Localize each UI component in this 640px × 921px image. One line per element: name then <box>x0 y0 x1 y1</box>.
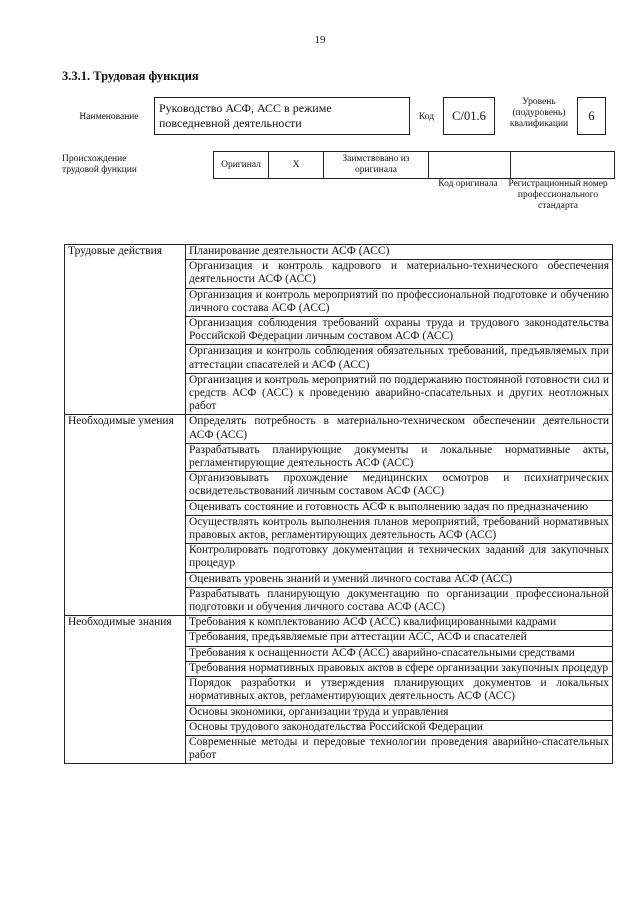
section-item: Основы трудового законодательства Российской Федерации <box>186 720 613 735</box>
section-item: Разрабатывать планирующую документацию по организации профессиональной подготовки и обучения личного состава АСФ (АСС) <box>186 587 613 615</box>
original-label-cell <box>214 152 269 179</box>
table-row <box>65 245 613 260</box>
code-original-cell <box>429 152 511 179</box>
section-item: Организация соблюдения требований охраны труда и трудового законодательства Российской Федерации личным составом АСФ (АСС) <box>186 317 613 345</box>
reg-number-label: Регистрационный номер профессионального стандарта <box>508 179 608 211</box>
section-item: Разрабатывать планирующие документы и локальные нормативные акты, регламентирующие деятельность АСФ (АСС) <box>186 443 613 471</box>
level-label: Уровень (подуровень) квалификации <box>509 97 569 129</box>
section-item: Современные методы и передовые технологии проведения аварийно-спасательных работ <box>186 735 613 763</box>
section-heading: 3.3.1. Трудовая функция <box>62 69 199 83</box>
table-row <box>65 616 613 631</box>
name-label: Наименование <box>79 112 139 122</box>
section-item: Требования нормативных правовых актов в сфере организации закупочных процедур <box>186 661 613 676</box>
section-item: Порядок разработки и утверждения планирующих документов и локальных нормативных актов, регламентирующих деятельность АСФ (АСС) <box>186 677 613 705</box>
page-number: 19 <box>314 34 326 46</box>
section-item: Организация и контроль мероприятий по профессиональной подготовке и обучению личного состава АСФ (АСС) <box>186 288 613 316</box>
section-item: Требования к оснащенности АСФ (АСС) аварийно-спасательными средствами <box>186 646 613 661</box>
code-original-label: Код оригинала <box>438 179 498 189</box>
section-item: Оценивать уровень знаний и умений личного состава АСФ (АСС) <box>186 572 613 587</box>
level-box <box>577 97 606 135</box>
section-item: Организовывать прохождение медицинских осмотров и психиатрических освидетельствований личным составом АСФ (АСС) <box>186 472 613 500</box>
competency-table <box>64 244 613 764</box>
section-item: Основы экономики, организации труда и управления <box>186 705 613 720</box>
function-name-box <box>154 97 410 135</box>
reg-number-cell <box>511 152 615 179</box>
section-item: Требования, предъявляемые при аттестации АСС, АСФ и спасателей <box>186 631 613 646</box>
code-label: Код <box>418 112 435 122</box>
original-label: Оригинал <box>221 159 261 170</box>
section-item: Осуществлять контроль выполнения планов мероприятий, требований нормативных правовых актов, регламентирующих деятельность АСФ (АСС) <box>186 515 613 543</box>
table-row <box>65 415 613 443</box>
original-mark-cell <box>269 152 324 179</box>
code-box <box>443 97 495 135</box>
origin-label: Происхождение трудовой функции <box>62 154 137 175</box>
borrowed-label: Заимствовано из оригинала <box>342 154 410 175</box>
borrowed-cell <box>324 152 429 179</box>
section-item: Контролировать подготовку документации и технических заданий для закупочных процедур <box>186 544 613 572</box>
section-item: Организация и контроль мероприятий по поддержанию постоянной готовности сил и средств АСФ (АСС) к проведению аварийно-спасательных и других неотложных работ <box>186 373 613 415</box>
origin-table <box>213 151 615 179</box>
section-item: Оценивать состояние и готовность АСФ к выполнению задач по предназначению <box>186 500 613 515</box>
section-item: Планирование деятельности АСФ (АСС) <box>186 245 613 260</box>
section-title: Необходимые знания <box>65 616 186 764</box>
code-value: С/01.6 <box>452 108 486 123</box>
function-name-value: Руководство АСФ, АСС в режиме повседневной деятельности <box>159 101 332 130</box>
section-item: Определять потребность в материально-техническом обеспечении деятельности АСФ (АСС) <box>186 415 613 443</box>
level-value: 6 <box>588 108 595 123</box>
original-mark: Х <box>292 159 300 170</box>
section-item: Организация и контроль соблюдения обязательных требований, предъявляемых при аттестации спасателей и АСФ (АСС) <box>186 345 613 373</box>
section-item: Требования к комплектованию АСФ (АСС) квалифицированными кадрами <box>186 616 613 631</box>
section-item: Организация и контроль кадрового и материально-технического обеспечения деятельности АСФ (АСС) <box>186 260 613 288</box>
section-title: Необходимые умения <box>65 415 186 616</box>
section-title: Трудовые действия <box>65 245 186 415</box>
